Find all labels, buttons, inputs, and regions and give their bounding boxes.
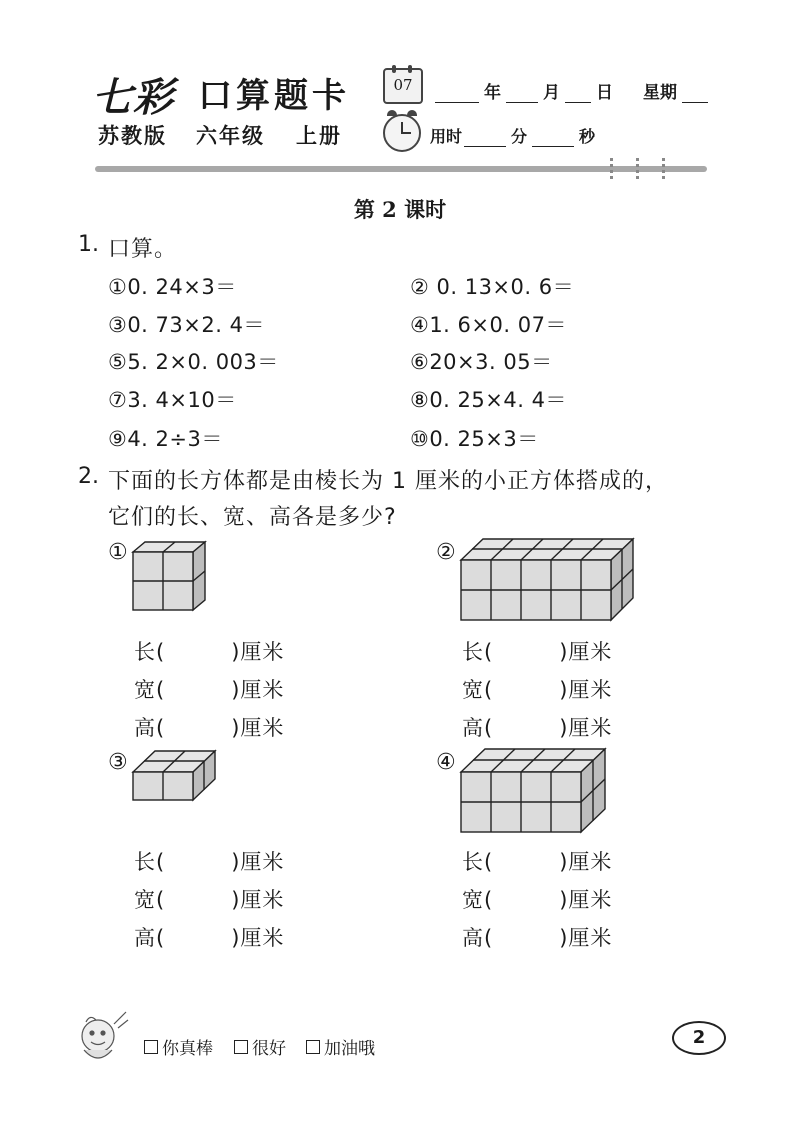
q1-number: 1. [78,232,99,257]
year-label: 年 [484,83,501,103]
calendar-day: 07 [393,76,413,94]
brand-logo: 七彩 [92,75,174,121]
header-divider [95,166,707,172]
figure-4-height[interactable]: 高( )厘米 [462,926,613,950]
figure-1-width[interactable]: 宽( )厘米 [134,678,285,702]
calc-item: ⑩0. 25×3＝ [410,427,539,451]
day-blank[interactable] [565,86,591,103]
volume-label: 上册 [296,124,342,148]
month-blank[interactable] [506,86,538,103]
minute-label: 分 [511,127,528,146]
checkbox[interactable] [144,1040,158,1054]
q2-number: 2. [78,464,99,489]
figure-4-label: ④ [436,750,456,775]
weekday-label: 星期 [643,83,677,103]
rating-option-excellent[interactable] [144,1034,213,1059]
brand-title: 口算题卡 [198,76,350,116]
figure-3-label: ③ [108,750,128,775]
rating-option-good[interactable] [234,1034,286,1059]
figure-2-height[interactable]: 高( )厘米 [462,716,613,740]
day-label: 日 [596,83,613,103]
figure-3-length[interactable]: 长( )厘米 [134,850,285,874]
calc-item: ⑧0. 25×4. 4＝ [410,388,567,412]
date-fields [430,78,713,103]
weekday-blank[interactable] [682,86,708,103]
cuboid-figure-1 [130,540,210,614]
calc-item: ③0. 73×2. 4＝ [108,313,265,337]
figure-3-height[interactable]: 高( )厘米 [134,926,285,950]
calc-item: ⑤5. 2×0. 003＝ [108,350,279,374]
minute-blank[interactable] [464,130,506,147]
alarm-clock-icon [383,114,421,152]
calc-item: ⑥20×3. 05＝ [410,350,553,374]
figure-1-label: ① [108,540,128,565]
figure-4-length[interactable]: 长( )厘米 [462,850,613,874]
checkbox[interactable] [234,1040,248,1054]
cuboid-figure-4 [458,746,610,836]
second-blank[interactable] [532,130,574,147]
calc-item: ④1. 6×0. 07＝ [410,313,567,337]
month-label: 月 [543,83,560,103]
year-blank[interactable] [435,86,479,103]
figure-1-length[interactable]: 长( )厘米 [134,640,285,664]
ruler-mark [610,158,613,182]
lesson-title: 第 2 课时 [353,197,447,222]
edition-label: 苏教版 [98,124,167,148]
cuboid-figure-3 [130,748,220,804]
page-number: 2 [672,1021,726,1055]
figure-4-width[interactable]: 宽( )厘米 [462,888,613,912]
ruler-mark [662,158,665,182]
calc-item: ② 0. 13×0. 6＝ [410,275,575,299]
time-used-label: 用时 [430,127,463,146]
rating-label: 很好 [252,1039,286,1059]
calendar-icon [383,68,423,104]
figure-2-length[interactable]: 长( )厘米 [462,640,613,664]
rating-label: 加油哦 [324,1039,375,1059]
ruler-mark [636,158,639,182]
q2-text-line2: 它们的长、宽、高各是多少? [108,505,397,530]
second-label: 秒 [579,127,596,146]
q2-text-line1: 下面的长方体都是由棱长为 1 厘米的小正方体搭成的， [108,469,668,494]
grade-label: 六年级 [196,124,265,148]
figure-2-label: ② [436,540,456,565]
cuboid-figure-2 [458,536,640,624]
figure-3-width[interactable]: 宽( )厘米 [134,888,285,912]
checkbox[interactable] [306,1040,320,1054]
calc-item: ⑦3. 4×10＝ [108,388,237,412]
calc-item: ⑨4. 2÷3＝ [108,427,223,451]
rating-option-keep-going[interactable] [306,1034,375,1059]
q1-text: 口算。 [108,237,178,262]
mascot-icon [70,1006,132,1068]
time-fields [430,124,595,147]
figure-2-width[interactable]: 宽( )厘米 [462,678,613,702]
rating-label: 你真棒 [162,1039,213,1059]
calc-item: ①0. 24×3＝ [108,275,237,299]
figure-1-height[interactable]: 高( )厘米 [134,716,285,740]
